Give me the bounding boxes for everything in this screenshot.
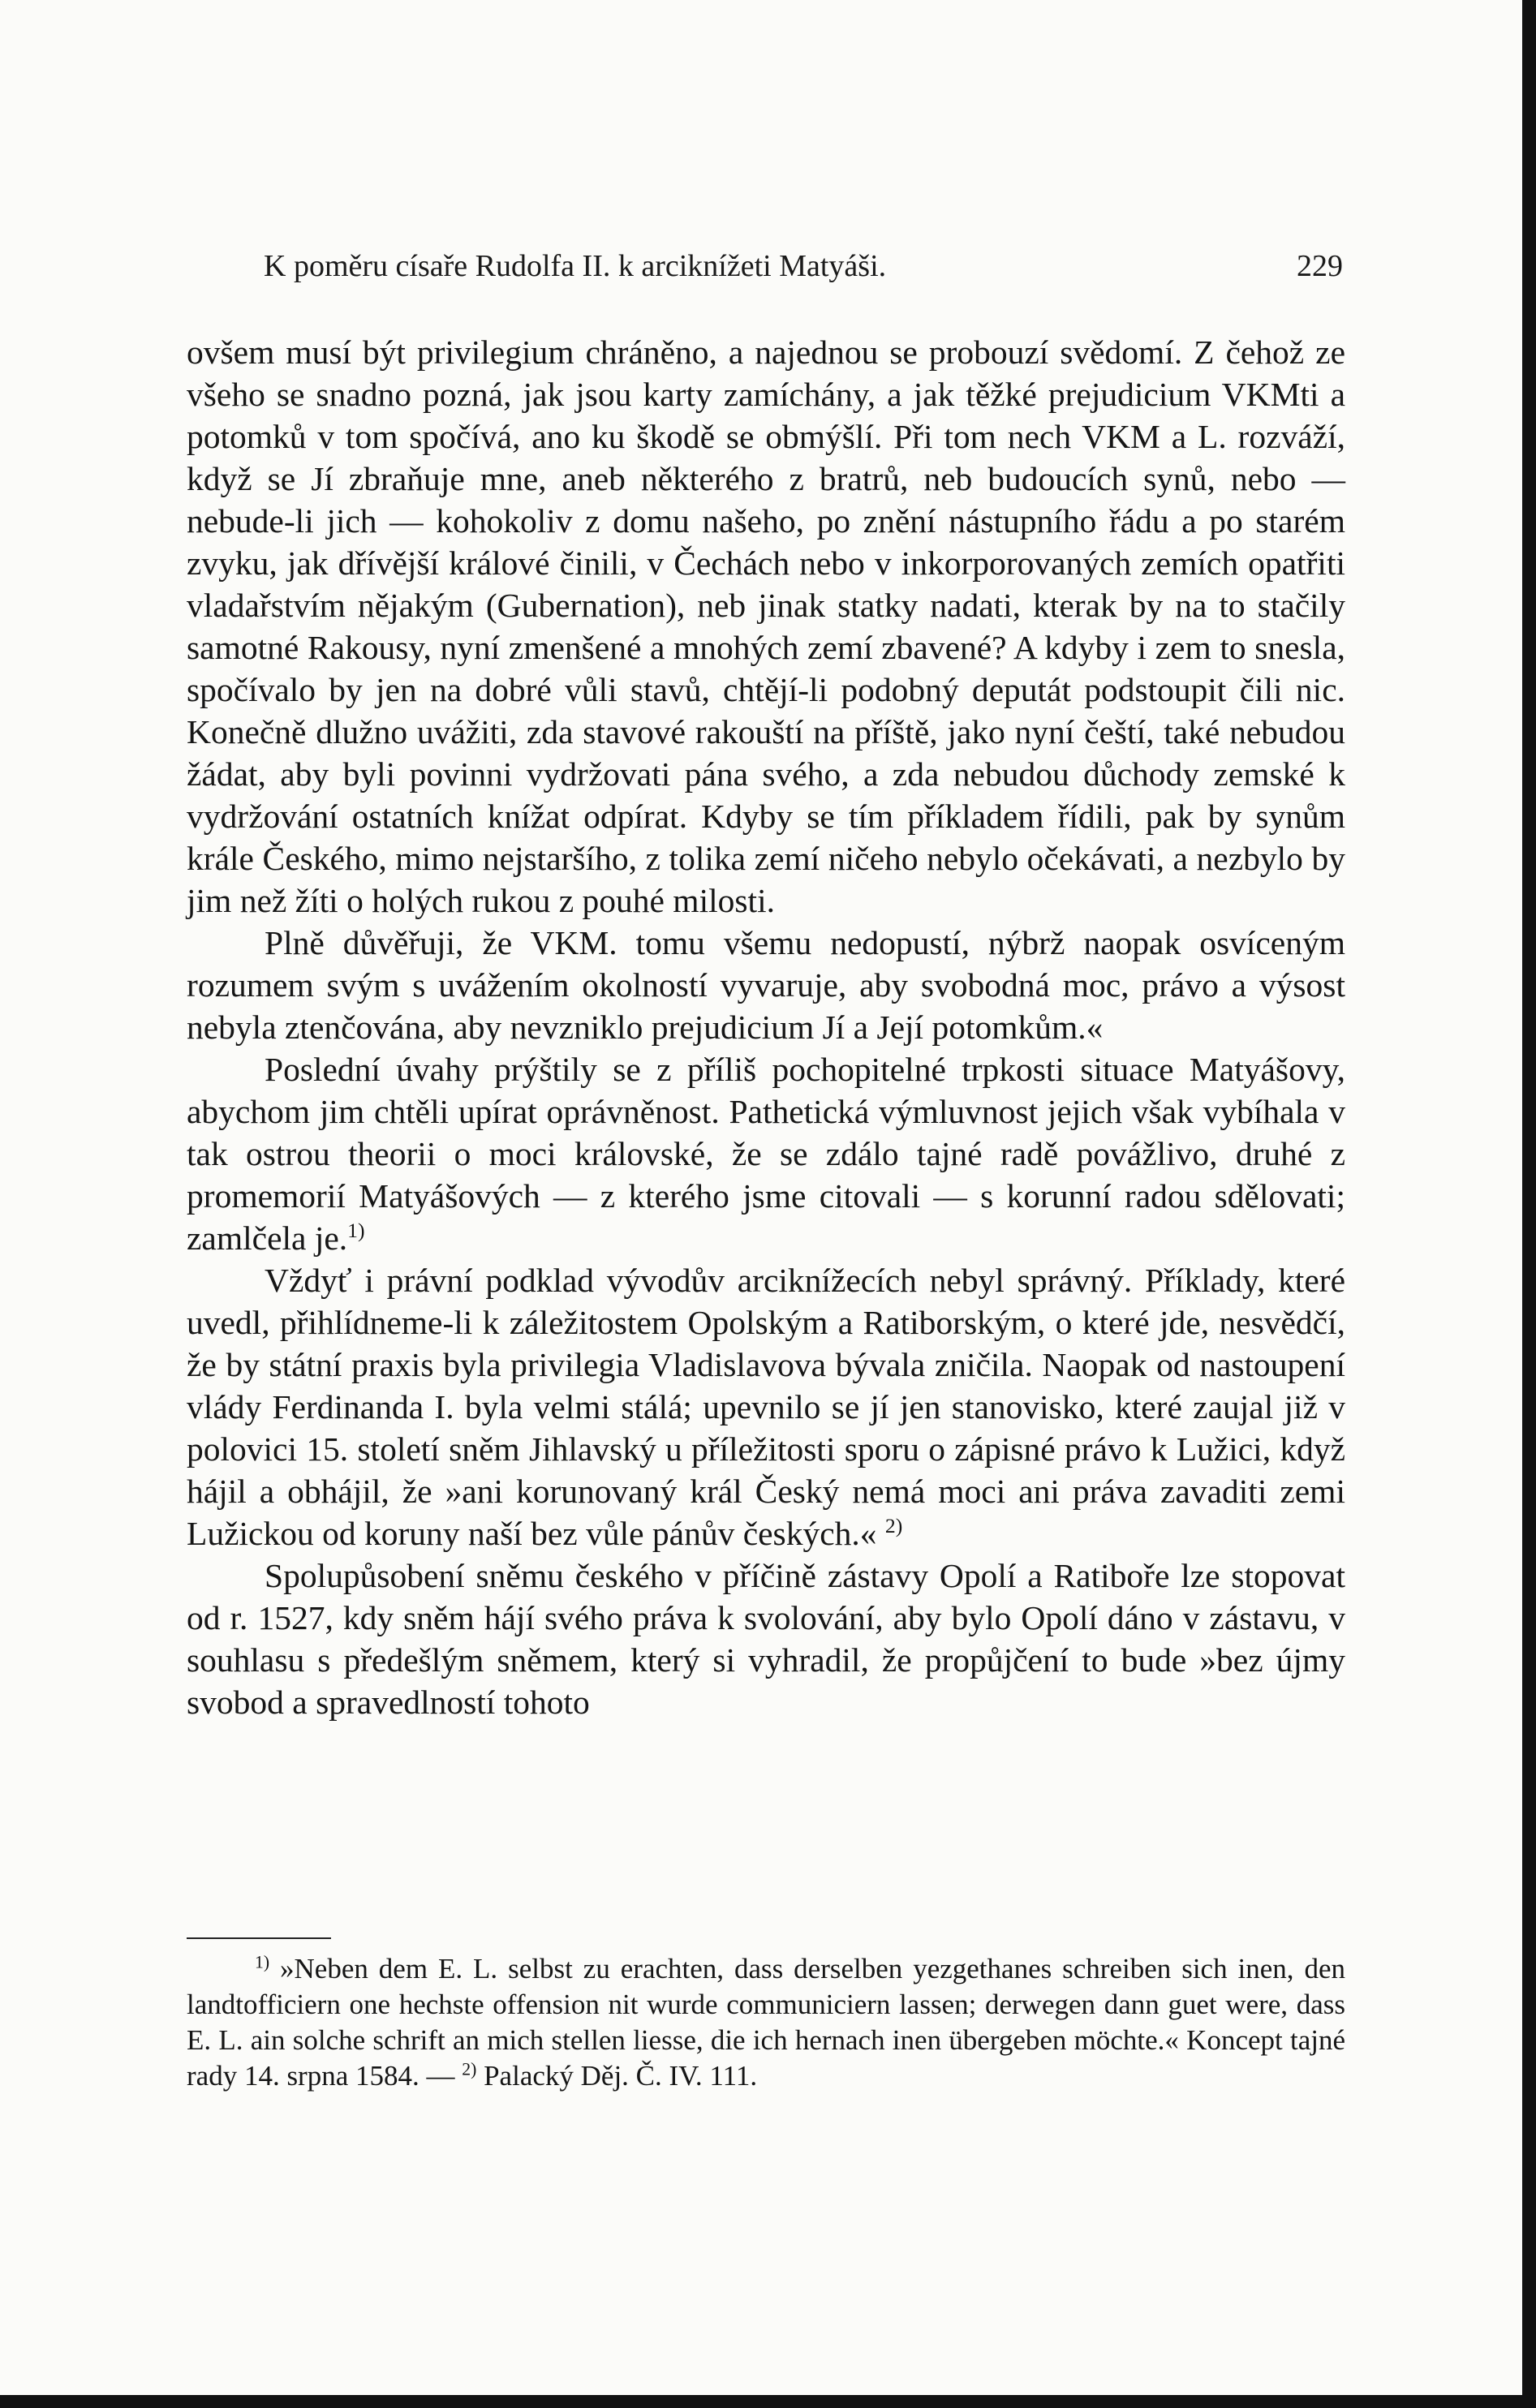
footnote-ref-1: 1) (347, 1219, 365, 1243)
footnote-separator (187, 1937, 331, 1939)
scan-border-right (1522, 0, 1536, 2408)
footnotes (187, 1951, 1345, 2094)
footnote-block (187, 1951, 1345, 2094)
page-number: 229 (1297, 249, 1343, 283)
paragraph-2: Plně důvěřuji, že VKM. tomu všemu nedopustí, nýbrž naopak osvíceným rozumem svým s uvážením okolností vyvaruje, aby svobodná moc, právo a výsost nebyla ztenčována, aby nevzniklo prejudicium Jí a Její potomkům.« (187, 924, 1345, 1046)
paragraph-4: Vždyť i právní podklad vývodův arciknížecích nebyl správný. Příklady, které uvedl, přihlídneme-li k záležitostem Opolským a Ratiborským, o které jde, nesvědčí, že by státní praxis byla privilegia Vladislavova bývala zničila. Naopak od nastoupení vlády Ferdinanda I. byla velmi stálá; upevnilo se jí jen stanovisko, které zaujal již v polovici 15. století sněm Jihlavský u příležitosti sporu o zápisné právo k Lužici, když hájil a obhájil, že »ani korunovaný král Český nemá moci ani práva zavaditi zemi Lužickou od koruny naší bez vůle pánův českých.« $^{2)}$ (187, 1262, 1345, 1552)
body-text (187, 331, 1345, 1723)
footnote-2-text: Palacký Děj. Č. IV. 111. (484, 2060, 758, 2092)
paragraph-5: Spolupůsobení sněmu českého v příčině zástavy Opolí a Ratiboře lze stopovat od r. 1527, kdy sněm hájí svého práva k svolování, aby bylo Opolí dáno v zástavu, v souhlasu s předešlým sněmem, který si vyhradil, že propůjčení to bude »bez újmy svobod a spravedlností tohoto (187, 1557, 1345, 1721)
scan-border-bottom (0, 2395, 1536, 2408)
footnote-ref-2: 2) (884, 1514, 903, 1538)
footnote-mark-2: 2) (462, 2059, 477, 2079)
paragraph-3: Poslední úvahy prýštily se z příliš pochopitelné trpkosti situace Matyášovy, abychom jim chtěli upírat oprávněnost. Pathetická výmluvnost jejich však vybíhala v tak ostrou theorii o moci královské, že se zdálo tajné radě povážlivo, druhé z promemorií Matyášových — z kterého jsme citovali — s korunní radou sdělovati; zamlčela je.$^{1)}$ (187, 1051, 1345, 1257)
page-header (264, 248, 1343, 284)
paragraph-1: ovšem musí být privilegium chráněno, a najednou se probouzí svědomí. Z čehož ze všeho se snadno pozná, jak jsou karty zamíchány, a jak těžké prejudicium VKMti a potomků v tom spočívá, ano ku škodě se obmýšlí. Při tom nech VKM a L. rozváží, když se Jí zbraňuje mne, aneb některého z bratrů, neb budoucích synů, nebo — nebude-li jich — kohokoliv z domu našeho, po znění nástupního řádu a po starém zvyku, jak dřívější králové činili, v Čechách nebo v inkorporovaných zemích opatřiti vladařstvím nějakým (Gubernation), neb jinak statky nadati, kterak by na to stačily samotné Rakousy, nyní zmenšené a mnohých zemí zbavené? A kdyby i zem to snesla, spočívalo by jen na dobré vůli stavů, chtějí-li podobný deputát podstoupit čili nic. Konečně dlužno uvážiti, zda stavové rakouští na příště, jako nyní čeští, také nebudou žádat, aby byli povinni vydržovati pána svého, a zda nebudou důchody zemské k vydržování ostatních knížat odpírat. Kdyby se tím příkladem řídili, pak by synům krále Českého, mimo nejstaršího, z tolika zemí ničeho nebylo očekávati, a nezbylo by jim než žíti o holých rukou z pouhé milosti. (187, 333, 1345, 919)
footnote-mark-1: 1) (255, 1952, 270, 1972)
running-title: K poměru císaře Rudolfa II. k arciknížeti Matyáši. (264, 249, 887, 283)
footnote-1-text: »Neben dem E. L. selbst zu erachten, dass derselben yezgethanes schreiben sich inen, den landtofficiern one hechste offension nit wurde communiciern lassen; derwegen dann guet were, dass E. L. ain solche schrift an mich stellen liesse, die ich hernach inen übergeben möchte.« Koncept tajné rady 14. srpna 1584. — (187, 1953, 1345, 2092)
